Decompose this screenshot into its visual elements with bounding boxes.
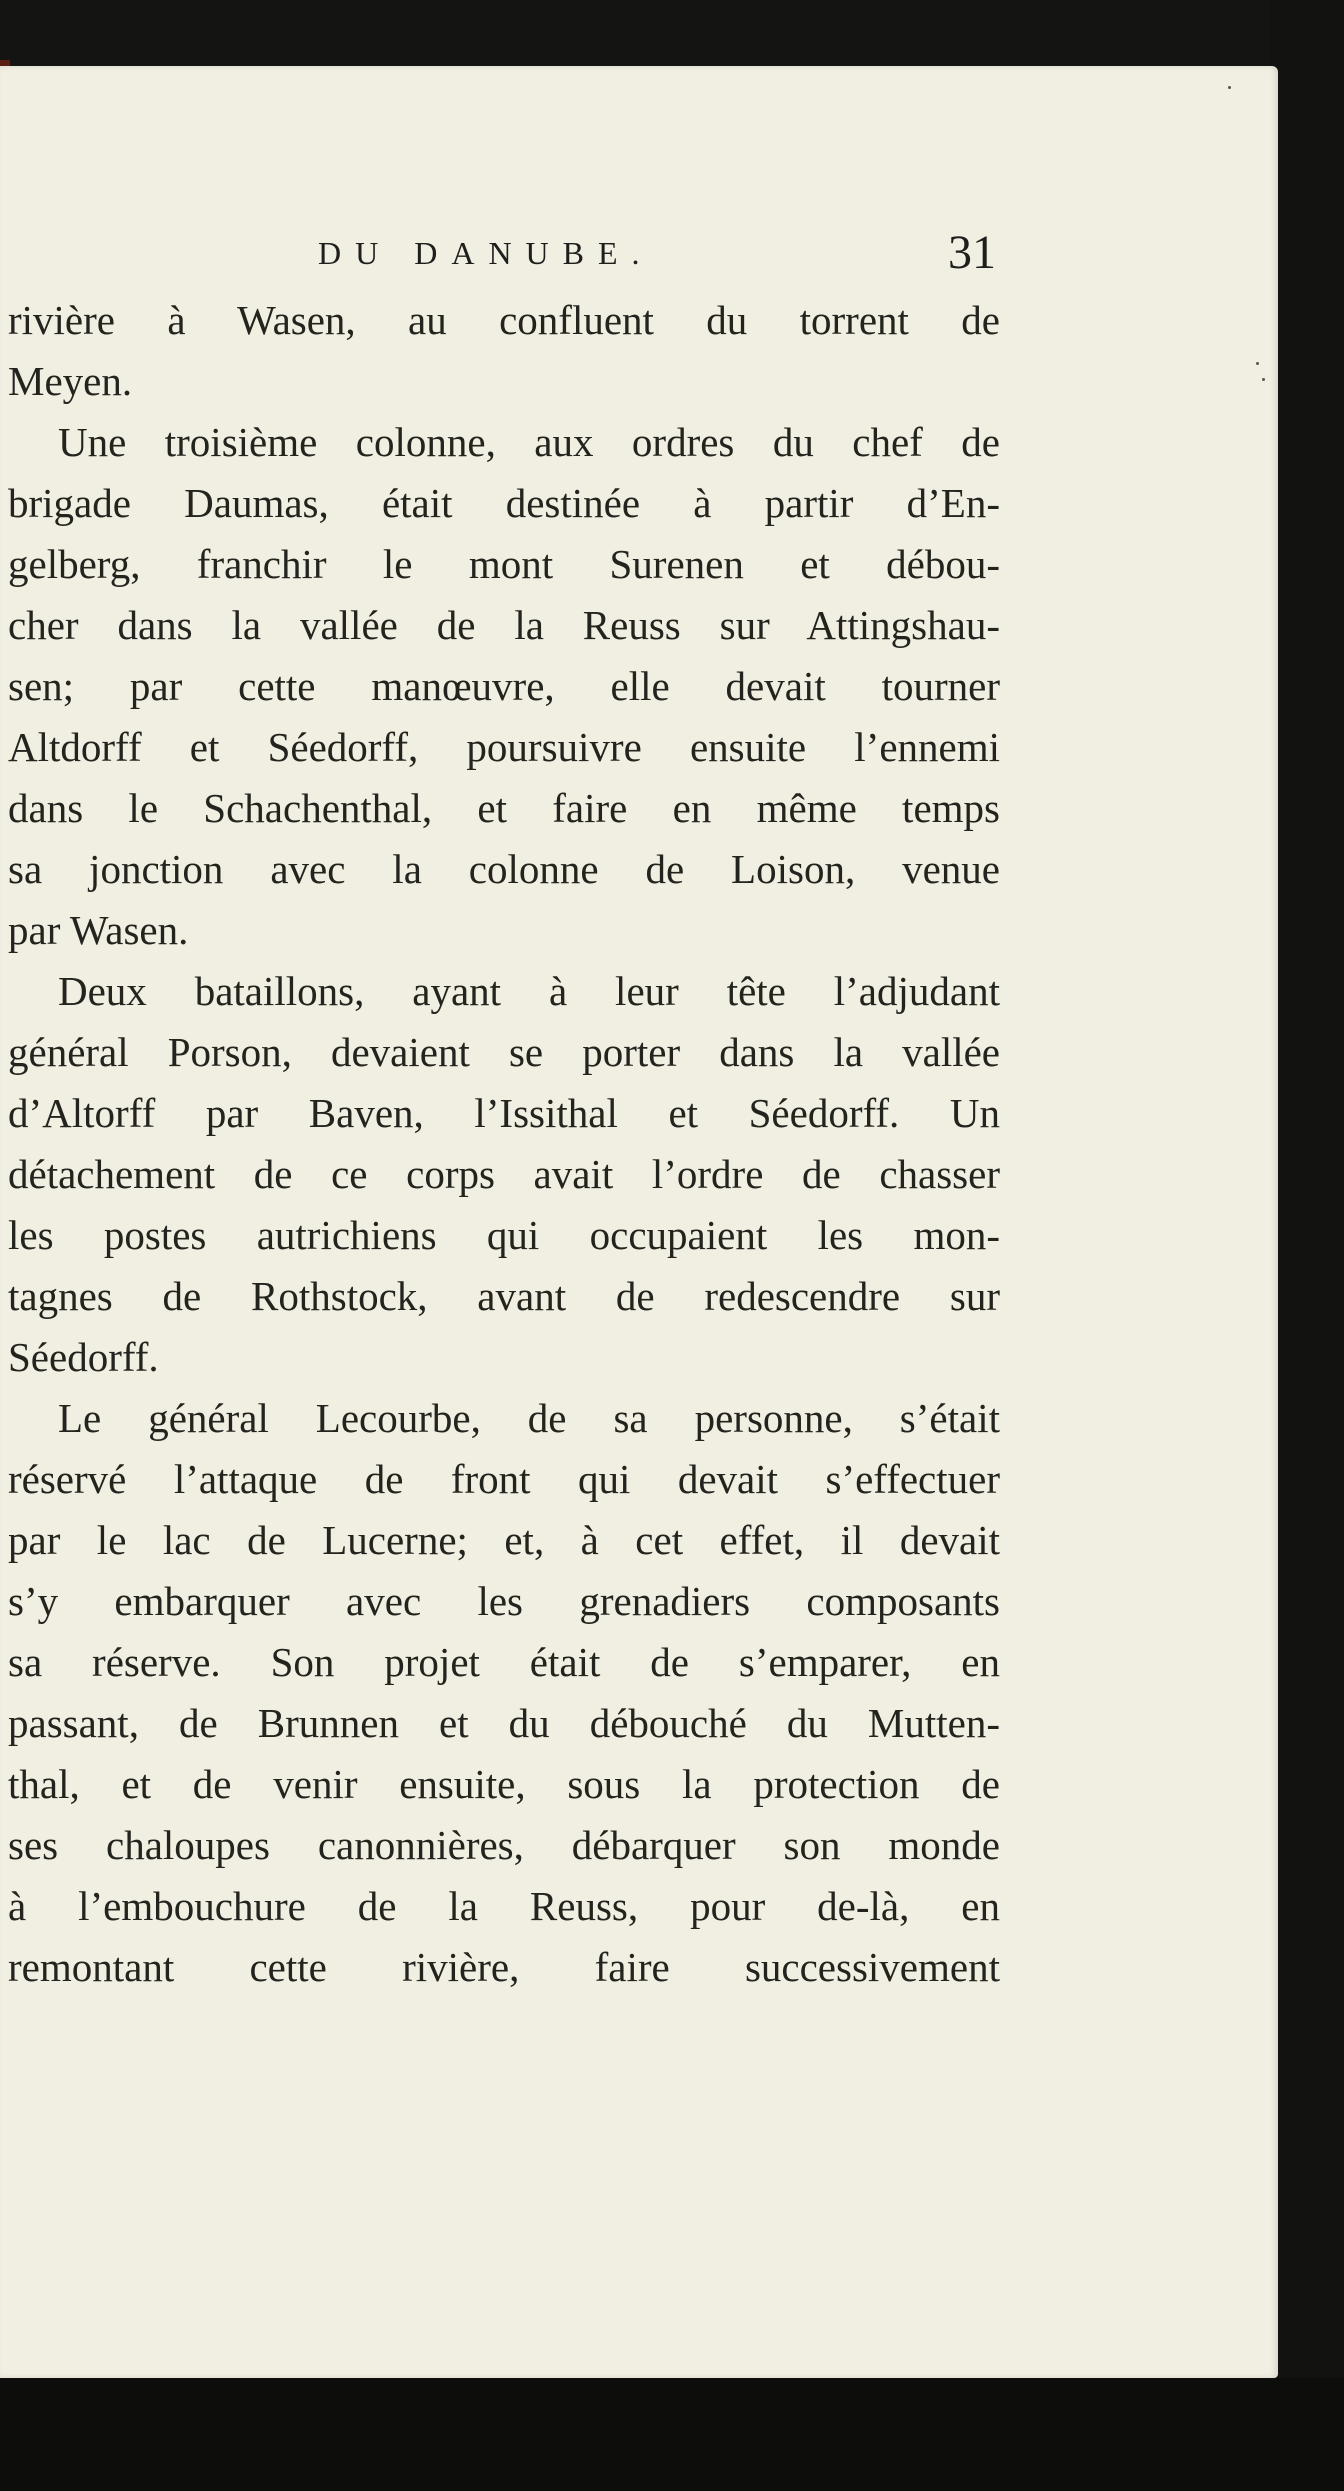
paper-speck [1256,362,1259,365]
running-header [0,225,1278,285]
text-line: par Wasen. [8,907,189,953]
text-line: Deux bataillons, ayant à leur tête l’adjudant [58,968,1000,1014]
text-line: tagnes de Rothstock, avant de redescendre sur [8,1273,1000,1319]
text-line: sa réserve. Son projet était de s’emparer, en [8,1639,1000,1685]
text-line: Une troisième colonne, aux ordres du chef de [58,419,1000,465]
text-line: passant, de Brunnen et du débouché du Mutten- [8,1700,1000,1746]
text-line: Altdorff et Séedorff, poursuivre ensuite l’ennemi [8,724,1000,770]
text-line: sa jonction avec la colonne de Loison, venue [8,846,1000,892]
text-line: Meyen. [8,358,133,404]
text-line: d’Altorff par Baven, l’Issithal et Séedorff. Un [8,1090,1000,1136]
text-line: brigade Daumas, était destinée à partir d’En- [8,480,1000,526]
text-line: général Porson, devaient se porter dans la vallée [8,1029,1000,1075]
scan-bottom-border [0,2378,1344,2491]
text-line: Le général Lecourbe, de sa personne, s’était [58,1395,1000,1441]
scan-right-border [1270,0,1344,2491]
text-line: dans le Schachenthal, et faire en même temps [8,785,1000,831]
scan-top-border [0,0,1344,70]
text-line: ses chaloupes canonnières, débarquer son monde [8,1822,1000,1868]
text-line: rivière à Wasen, au confluent du torrent de [8,297,1000,343]
paper-speck [1228,86,1231,89]
text-line: cher dans la vallée de la Reuss sur Attingshau- [8,602,1000,648]
paper-speck [1262,378,1265,381]
text-line: détachement de ce corps avait l’ordre de chasser [8,1151,1000,1197]
text-line: sen; par cette manœuvre, elle devait tourner [8,663,1000,709]
text-line: remontant cette rivière, faire successivement [8,1944,1000,1990]
text-line: réservé l’attaque de front qui devait s’effectuer [8,1456,1000,1502]
header-title: DU DANUBE. [318,235,654,271]
body-text [8,290,1000,1998]
text-line: s’y embarquer avec les grenadiers composants [8,1578,1000,1624]
text-line: à l’embouchure de la Reuss, pour de-là, en [8,1883,1000,1929]
text-line: par le lac de Lucerne; et, à cet effet, il devait [8,1517,1000,1563]
text-line: gelberg, franchir le mont Surenen et débou- [8,541,1000,587]
page-number: 31 [948,226,996,279]
text-line: les postes autrichiens qui occupaient les mon- [8,1212,1000,1258]
text-line: thal, et de venir ensuite, sous la protection de [8,1761,1000,1807]
text-line: Séedorff. [8,1334,159,1380]
